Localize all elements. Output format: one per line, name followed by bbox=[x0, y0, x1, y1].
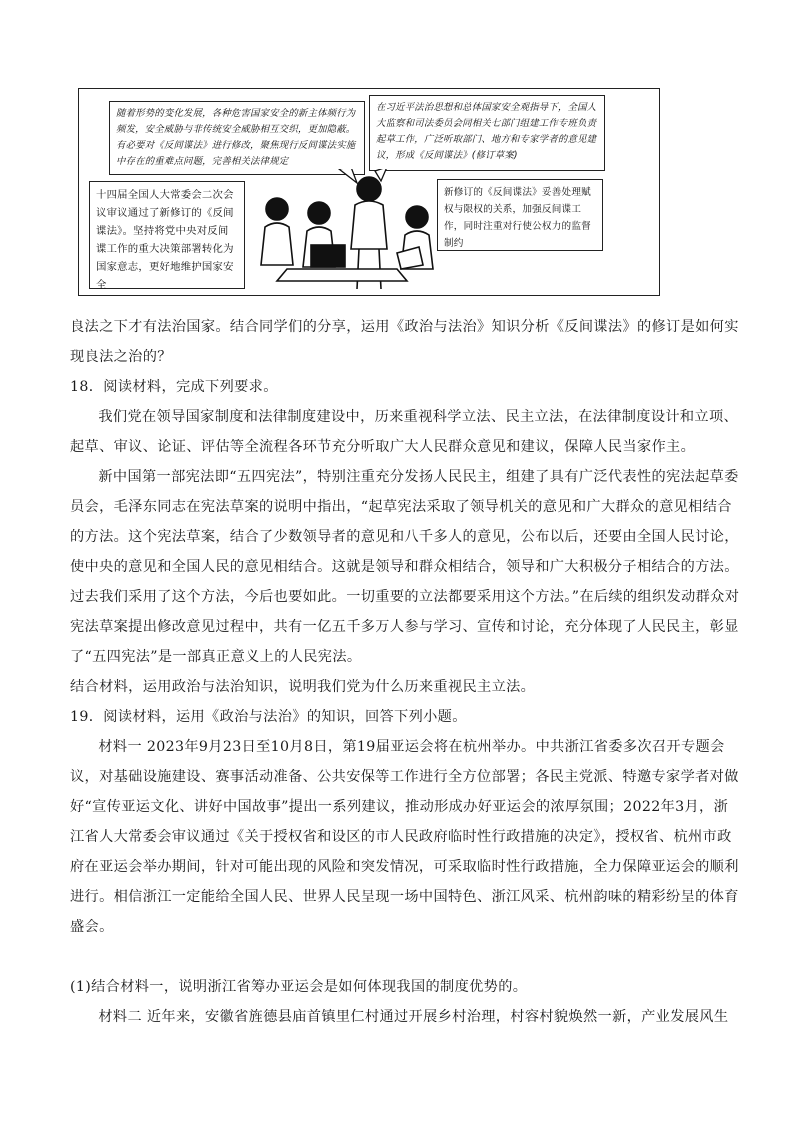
q19-subquestion-1: (1)结合材料一，说明浙江省筹办亚运会是如何体现我国的制度优势的。 bbox=[70, 979, 528, 995]
students-drawing bbox=[247, 169, 447, 293]
q18-paragraph-2: 新中国第一部宪法即“五四宪法”，特别注重充分发扬人民民主，组建了具有广泛代表性的宪法起草委员会，毛泽东同志在宪法草案的说明中指出，“起草宪法采取了领导机关的意见和广大群众的意见相结合的方法。这个宪法草案，结合了少数领导者的意见和八千多人的意见，公布以后，还要由全国人民讨论，使中央的意见和全国人民的意见相结合。这就是领导和群众相结合，领导和广大积极分子相结合的方法。过去我们采用了这个方法，今后也要如此。一切重要的立法都要采用这个方法。”在后续的组织发动群众对宪法草案提出修改意见过程中，共有一亿五千多万人参与学习、宣传和讨论，充分体现了人民民主，彰显了“五四宪法”是一部真正意义上的人民宪法。 bbox=[70, 469, 740, 665]
speech-bubble-1: 随着形势的变化发展，各种危害国家安全的新主体频行为频发，安全威胁与非传统安全威胁相互交织，更加隐蔽。有必要对《反间谍法》进行修改，聚焦现行反间谍法实施中存在的重难点问题，完善相关法律规定 bbox=[109, 101, 365, 175]
q18-question: 结合材料，运用政治与法治知识，说明我们党为什么历来重视民主立法。 bbox=[70, 679, 536, 695]
q19-title: 19．阅读材料，运用《政治与法治》的知识，回答下列小题。 bbox=[70, 709, 467, 725]
q19-material-1: 材料一 2023年9月23日至10月8日，第19届亚运会将在杭州举办。中共浙江省委多次召开专题会议，对基础设施建设、赛事活动准备、公共安保等工作进行全方位部署；各民主党派、特邀专家学者对做好“宣传亚运文化、讲好中国故事”提出一系列建议，推动形成办好亚运会的浓厚氛围；2022年3月，浙江省人大常委会审议通过《关于授权省和设区的市人民政府临时性行政措施的决定》，授权省、杭州市政府在亚运会举办期间，针对可能出现的风险和突发情况，可采取临时性行政措施，全力保障亚运会的顺利进行。相信浙江一定能给全国人民、世界人民呈现一场中国特色、浙江风采、杭州韵味的精彩纷呈的体育盛会。 bbox=[70, 739, 739, 935]
speech-bubble-2: 在习近平法治思想和总体国家安全观指导下，全国人大监察和司法委员会同相关七部门组建工作专班负责起草工作，广泛听取部门、地方和专家学者的意见建议，形成《反间谍法》(修订草案) bbox=[369, 95, 605, 171]
q18-paragraph-1: 我们党在领导国家制度和法律制度建设中，历来重视科学立法、民主立法，在法律制度设计和立项、起草、审议、论证、评估等全流程各环节充分听取广大人民群众意见和建议，保障人民当家作主。 bbox=[70, 409, 739, 455]
comic-illustration bbox=[78, 88, 660, 296]
speech-bubble-3: 十四届全国人大常委会二次会议审议通过了新修订的《反间谍法》。坚持将党中央对反间谍工作的重大决策部署转化为国家意志，更好地维护国家安全 bbox=[89, 181, 245, 289]
q19-material-2: 材料二 近年来，安徽省旌德县庙首镇里仁村通过开展乡村治理，村容村貌焕然一新，产业发展风生 bbox=[98, 1009, 729, 1025]
speech-bubble-4: 新修订的《反间谍法》妥善处理赋权与限权的关系，加强反间谍工作，同时注重对行使公权力的监督制约 bbox=[437, 179, 603, 251]
q17-question-tail: 良法之下才有法治国家。结合同学们的分享，运用《政治与法治》知识分析《反间谍法》的修订是如何实现良法之治的？ bbox=[70, 319, 739, 365]
q18-title: 18．阅读材料，完成下列要求。 bbox=[70, 379, 278, 395]
